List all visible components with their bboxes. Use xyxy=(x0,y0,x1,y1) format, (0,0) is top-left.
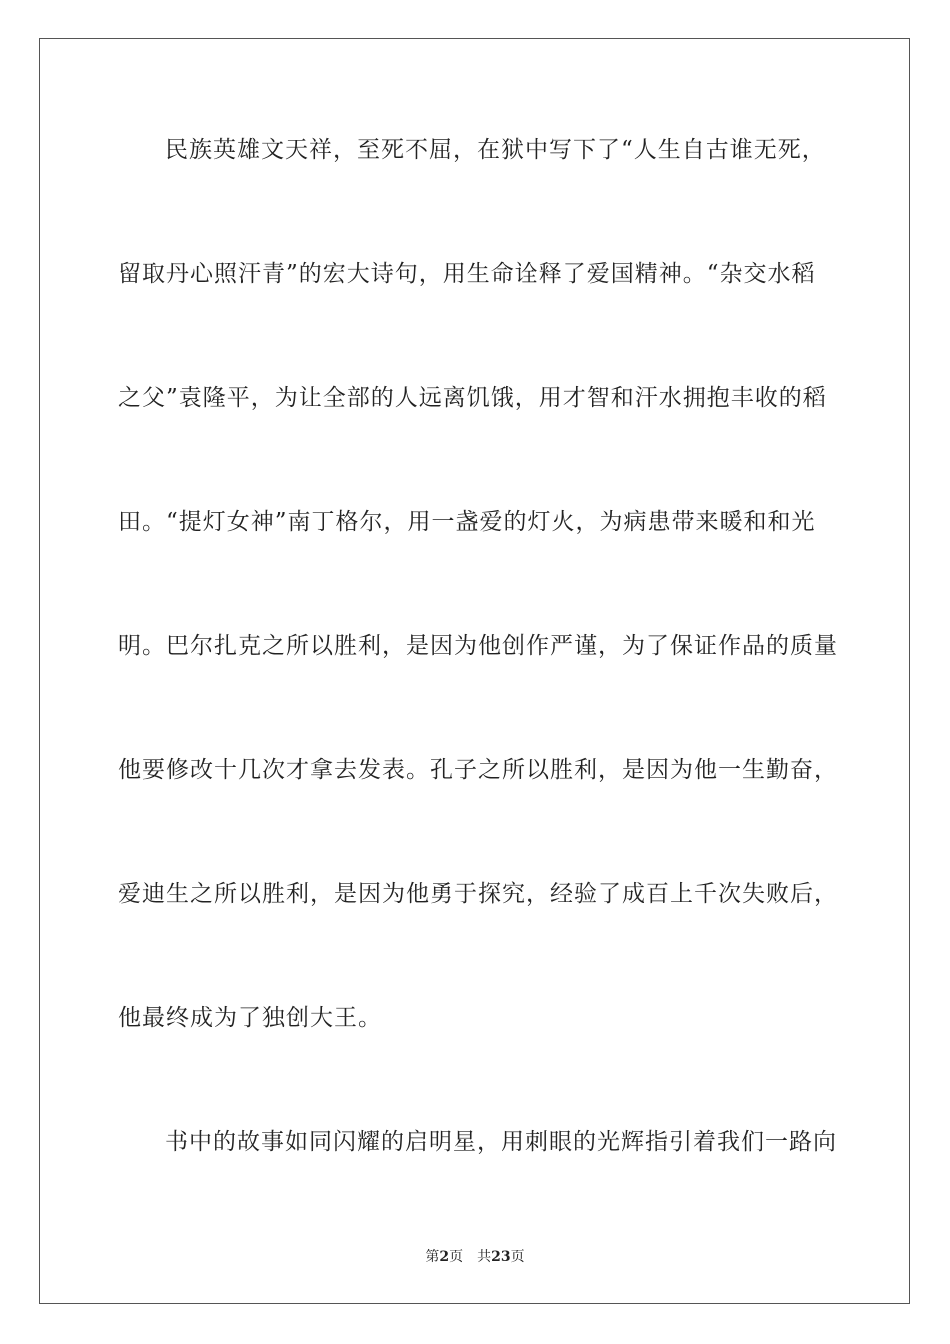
text-line: 民族英雄文天祥，至死不屈，在狱中写下了“人生自古谁无死， xyxy=(165,137,826,163)
page-number: 2 xyxy=(439,1249,450,1265)
text-line: 明。巴尔扎克之所以胜利，是因为他创作严谨，为了保证作品的质量 xyxy=(118,633,838,659)
page-border xyxy=(39,38,910,1304)
text-line: 田。“提灯女神”南丁格尔，用一盏爱的灯火，为病患带来暖和和光 xyxy=(118,509,816,535)
page-prefix: 第 xyxy=(425,1249,440,1265)
page-suffix: 页 xyxy=(449,1249,464,1265)
text-line: 他要修改十几次才拿去发表。孔子之所以胜利，是因为他一生勤奋， xyxy=(118,757,838,783)
total-prefix: 共 xyxy=(477,1249,492,1265)
page-footer xyxy=(0,1248,950,1266)
text-line: 他最终成为了独创大王。 xyxy=(118,1005,382,1031)
total-suffix: 页 xyxy=(510,1249,525,1265)
total-pages: 23 xyxy=(491,1249,511,1265)
text-line: 留取丹心照汗青”的宏大诗句，用生命诠释了爱国精神。“杂交水稻 xyxy=(118,261,816,287)
text-line: 书中的故事如同闪耀的启明星，用刺眼的光辉指引着我们一路向 xyxy=(165,1129,837,1155)
text-line: 爱迪生之所以胜利，是因为他勇于探究，经验了成百上千次失败后， xyxy=(118,881,838,907)
text-line: 之父”袁隆平，为让全部的人远离饥饿，用才智和汗水拥抱丰收的稻 xyxy=(118,385,827,411)
